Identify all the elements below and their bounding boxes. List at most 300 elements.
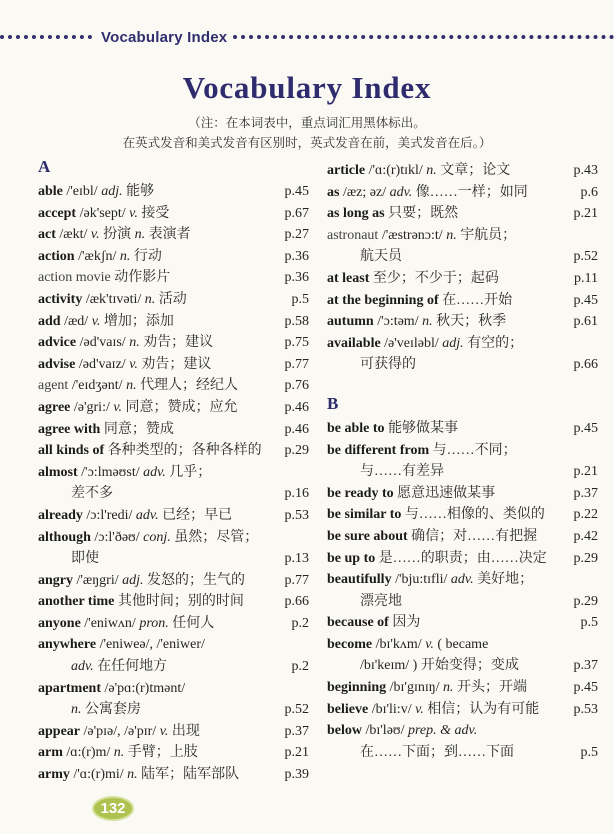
- definition: 开头；开端: [453, 680, 528, 696]
- entry-line: [327, 569, 571, 591]
- entry-line: [327, 268, 571, 290]
- entry-line: [327, 418, 571, 440]
- phonetic: /ɔ:l'redi/: [82, 507, 136, 523]
- entry-line-continuation: [327, 591, 571, 613]
- entry-line: [327, 504, 571, 526]
- page-ref: p.52: [284, 702, 309, 718]
- entry-line: [327, 699, 571, 721]
- entry-line: [38, 721, 282, 743]
- pos-label: v.: [129, 356, 138, 372]
- entry-text: [38, 505, 282, 527]
- page-ref: p.45: [284, 184, 309, 199]
- pos-label: n.: [129, 335, 140, 351]
- headword: available: [327, 335, 381, 351]
- entry-text: [327, 290, 571, 312]
- dotted-rule-left: [0, 35, 92, 39]
- page-ref: p.5: [580, 615, 598, 631]
- pos-label: v.: [159, 723, 169, 739]
- page-title: Vocabulary Index: [182, 70, 432, 105]
- page-ref: p.37: [573, 658, 598, 674]
- page-ref: p.29: [573, 593, 598, 609]
- entry-line: [327, 677, 571, 699]
- phonetic: /'ɔ:təm/: [373, 314, 423, 330]
- definition: 宇航员；: [456, 227, 517, 243]
- page-ref: p.27: [284, 227, 309, 243]
- entry-text: [38, 375, 282, 397]
- phonetic: /'eɪdʒənt/: [68, 378, 127, 394]
- entry-text: [327, 483, 571, 505]
- page-number-badge: 132: [92, 796, 134, 821]
- pos-label: n.: [144, 291, 156, 307]
- headword: add: [38, 313, 61, 329]
- headword: agree: [38, 399, 71, 415]
- pos-label: n.: [422, 314, 433, 330]
- phonetic: /bɪ'li:v/: [368, 701, 416, 717]
- headword: agree with: [38, 421, 101, 437]
- entry-line: [38, 742, 282, 764]
- entry-line-continuation: [327, 655, 571, 677]
- entry-line: [38, 224, 282, 246]
- vocab-entry: [38, 742, 309, 764]
- entry-line: [38, 678, 282, 700]
- page-ref: p.43: [573, 163, 598, 178]
- vocab-section: [38, 155, 309, 786]
- headword: advise: [38, 356, 76, 372]
- phonetic: /ɔ:l'ðəʊ/: [90, 529, 144, 545]
- entry-line: [327, 311, 571, 333]
- pos-label: n.: [126, 378, 137, 394]
- headword: anywhere: [38, 637, 97, 653]
- vocab-entry: [38, 678, 309, 721]
- headword: accept: [38, 205, 77, 221]
- definition: 代理人；经纪人: [136, 378, 239, 394]
- entry-line: [38, 440, 282, 462]
- definition: 劝告；建议: [137, 356, 212, 372]
- page-ref: p.29: [284, 443, 309, 459]
- entry-text: [327, 720, 578, 763]
- entry-line: [38, 570, 282, 592]
- section-letter: A: [38, 157, 51, 176]
- definition: 增加；添加: [100, 313, 174, 329]
- vocab-entry: [38, 462, 309, 505]
- entry-text: [38, 354, 282, 376]
- vocab-entry: [327, 418, 598, 440]
- phonetic: /bɪ'ləʊ/: [362, 723, 408, 739]
- vocab-entry: [327, 720, 598, 763]
- definition: 在任何地方: [93, 659, 168, 675]
- entry-line: [38, 354, 282, 376]
- vocab-entry: [327, 333, 598, 376]
- vocab-columns: [38, 155, 598, 786]
- headword: already: [38, 507, 83, 523]
- vocab-entry: [327, 548, 598, 570]
- vocab-entry: [38, 570, 309, 592]
- vocab-column: [38, 155, 309, 786]
- entry-text: [327, 311, 571, 333]
- entry-text: [327, 634, 571, 677]
- phonetic: /'ɔ:lməʊst/: [77, 464, 144, 480]
- entry-text: [327, 203, 571, 225]
- entry-line: [38, 527, 282, 549]
- entry-text: [327, 569, 571, 612]
- vocab-entry: [38, 613, 309, 635]
- vocab-entry: [38, 332, 309, 354]
- headword: because of: [327, 615, 389, 631]
- entry-line: [38, 613, 289, 635]
- headword: autumn: [327, 314, 374, 330]
- page-ref: p.11: [574, 270, 598, 286]
- entry-line-continuation: [38, 483, 282, 505]
- entry-line: [38, 419, 282, 441]
- vocab-entry: [327, 268, 598, 290]
- entry-line: [38, 246, 282, 268]
- headword: become: [327, 636, 373, 652]
- vocab-entry: [327, 634, 598, 677]
- definition: 文章；论文: [436, 163, 511, 178]
- page-ref: p.29: [573, 550, 598, 566]
- definition: 手臂；上肢: [124, 745, 198, 761]
- entry-text: [38, 311, 282, 333]
- headword: action: [38, 248, 75, 264]
- definition: 动作影片: [110, 270, 171, 286]
- pos-label: n.: [446, 227, 457, 243]
- page-ref: p.37: [573, 485, 598, 501]
- headword: article: [327, 163, 366, 178]
- page-ref: p.13: [284, 551, 309, 567]
- definition: 在……开始: [438, 292, 513, 308]
- definition: 行动: [130, 248, 162, 264]
- pos-label: adj.: [122, 572, 144, 588]
- headword: all kinds of: [38, 443, 105, 459]
- entry-line: [38, 634, 289, 656]
- pos-label: adv.: [143, 464, 166, 480]
- phonetic: /bɪ'kʌm/: [372, 636, 426, 652]
- headword: arm: [38, 745, 63, 761]
- entry-text: [38, 742, 282, 764]
- entry-text: [327, 440, 571, 483]
- phonetic: /'æstrənɔ:t/: [378, 227, 447, 243]
- headword: beautifully: [327, 572, 392, 588]
- entry-line: [327, 548, 571, 570]
- vocab-entry: [38, 527, 309, 570]
- vocab-entry: [38, 440, 309, 462]
- page-ref: p.16: [284, 486, 309, 502]
- entry-line-continuation: [327, 354, 571, 376]
- definition: 已经；早已: [158, 507, 233, 523]
- headword: beginning: [327, 680, 387, 696]
- phonetic: /'ɑ:(r)mi/: [69, 767, 128, 783]
- page-ref: p.77: [284, 356, 309, 372]
- entry-text: [327, 699, 571, 721]
- page-ref: p.53: [573, 701, 598, 717]
- definition: 同意；赞成: [100, 421, 174, 437]
- pos-label: v.: [425, 636, 434, 652]
- phonetic: /æd/: [60, 313, 92, 329]
- vocab-entry: [327, 290, 598, 312]
- entry-text: [38, 397, 282, 419]
- headword: be different from: [327, 442, 430, 458]
- entry-line-continuation: [38, 656, 289, 678]
- entry-line: [38, 332, 282, 354]
- entry-text: [38, 440, 282, 462]
- pos-label: n.: [426, 163, 437, 178]
- vocab-entry: [38, 375, 309, 397]
- vocab-entry: [327, 182, 598, 204]
- header-label: Vocabulary Index: [101, 28, 228, 46]
- headword: as: [327, 184, 340, 200]
- definition: 公寓套房: [81, 702, 141, 718]
- definition: 像……一样；如同: [412, 184, 528, 200]
- pos-label: adv.: [135, 507, 159, 523]
- page-ref: p.52: [573, 249, 598, 265]
- page-ref: p.2: [291, 615, 309, 631]
- pos-label: adv.: [450, 572, 474, 588]
- headword: be sure about: [327, 528, 408, 544]
- pos-label: v.: [415, 701, 424, 717]
- vocab-entry: [38, 419, 309, 441]
- headword: believe: [327, 701, 369, 717]
- definition: 扮演: [99, 227, 135, 243]
- page-ref: p.36: [284, 248, 309, 264]
- note-line-2: 在英式发音和美式发音有区别时，英式发音在前，美式发音在后。）: [122, 136, 492, 150]
- entry-text: [38, 181, 282, 203]
- page-ref: p.46: [284, 421, 309, 437]
- entry-text: [327, 418, 571, 440]
- pos-label: n.: [113, 745, 125, 761]
- headword: at the beginning of: [327, 292, 439, 308]
- headword: at least: [327, 270, 370, 286]
- page-ref: p.21: [573, 206, 598, 222]
- dotted-rule-right: [233, 35, 614, 39]
- headword: appear: [38, 723, 80, 739]
- vocab-entry: [327, 160, 598, 182]
- entry-line: [327, 160, 571, 182]
- page-ref: p.39: [284, 767, 309, 783]
- definition: 只要；既然: [384, 206, 459, 222]
- definition: 至少；不少于；起码: [369, 270, 499, 286]
- page-ref: p.45: [573, 680, 598, 696]
- definition: 航天员: [360, 249, 402, 265]
- pos-label: adv.: [389, 184, 413, 200]
- section-letter: B: [327, 393, 339, 413]
- entry-text: [327, 504, 571, 526]
- pos-label: n.: [119, 248, 131, 264]
- entry-line-continuation: [327, 461, 571, 483]
- entry-line: [38, 764, 282, 786]
- definition: 表演者: [145, 227, 191, 243]
- vocab-entry: [327, 225, 598, 268]
- phonetic: /ækt/: [55, 227, 91, 243]
- entry-line: [38, 591, 282, 613]
- phonetic: /əd'vaɪz/: [75, 356, 130, 372]
- entry-text: [38, 570, 282, 592]
- page-ref: p.45: [573, 292, 598, 308]
- phonetic: /'ækʃn/: [74, 248, 120, 264]
- phonetic: /əd'vaɪs/: [76, 335, 130, 351]
- definition: 出现: [168, 723, 200, 739]
- vocab-entry: [38, 505, 309, 527]
- headword: apartment: [38, 680, 101, 696]
- entry-text: [38, 527, 282, 570]
- vocab-entry: [327, 203, 598, 225]
- definition: 秋天；秋季: [432, 314, 507, 330]
- phonetic: /ək'sept/: [76, 205, 130, 221]
- entry-text: [38, 246, 282, 268]
- page-ref: p.46: [284, 399, 309, 415]
- phonetic: /'eɪbl/: [62, 184, 102, 199]
- pos-label: adv.: [71, 659, 94, 675]
- entry-text: [38, 419, 282, 441]
- headword: almost: [38, 464, 78, 480]
- definition: 有空的；: [463, 335, 524, 351]
- definition: 同意；赞成；应允: [122, 399, 238, 415]
- entry-text: [327, 548, 571, 570]
- page-ref: p.5: [580, 744, 598, 760]
- entry-text: [38, 678, 282, 721]
- vocab-entry: [38, 634, 309, 677]
- definition: 其他时间；别的时间: [114, 594, 244, 610]
- entry-text: [327, 677, 571, 699]
- headword: be similar to: [327, 507, 402, 523]
- phonetic: /ɑ:(r)m/: [62, 745, 114, 761]
- definition: 陆军；陆军部队: [137, 767, 240, 783]
- entry-line: [327, 720, 578, 742]
- vocab-entry: [38, 289, 309, 311]
- text: ( became: [433, 636, 489, 652]
- pos-label: adj.: [442, 335, 464, 351]
- pos-label: conj.: [143, 529, 171, 545]
- pos-label: v.: [91, 313, 101, 329]
- phonetic: /'eniwʌn/: [80, 615, 140, 631]
- definition: 虽然；尽管；: [170, 529, 259, 545]
- vocab-entry: [38, 267, 309, 289]
- pos-label: prep. & adv.: [407, 723, 478, 739]
- entry-text: [327, 182, 578, 204]
- headword: able: [38, 184, 63, 199]
- entry-text: [38, 224, 282, 246]
- definition: 美好地；: [473, 572, 534, 588]
- definition: 接受: [137, 205, 170, 221]
- headword: action movie: [38, 270, 111, 286]
- entry-line: [38, 311, 282, 333]
- pos-label: pron.: [139, 615, 169, 631]
- entry-text: [38, 462, 282, 505]
- phonetic: /bɪ'keɪm/ ): [360, 658, 421, 674]
- entry-line: [38, 397, 282, 419]
- entry-text: [38, 721, 282, 743]
- headword: agent: [38, 378, 69, 394]
- entry-line-continuation: [38, 699, 282, 721]
- vocab-entry: [327, 699, 598, 721]
- entry-line: [327, 483, 571, 505]
- entry-line: [327, 526, 571, 548]
- headword: another time: [38, 594, 115, 610]
- page-ref: p.22: [573, 507, 598, 523]
- phonetic: /bɪ'gɪnɪŋ/: [386, 680, 444, 696]
- headword: be ready to: [327, 485, 394, 501]
- headword: anyone: [38, 615, 81, 631]
- definition: 即使: [71, 551, 99, 567]
- entry-line: [327, 203, 571, 225]
- vocab-entry: [38, 591, 309, 613]
- entry-text: [327, 612, 578, 634]
- entry-text: [38, 203, 282, 225]
- headword: army: [38, 767, 70, 783]
- entry-line: [327, 440, 571, 462]
- vocab-entry: [38, 721, 309, 743]
- entry-line: [327, 182, 578, 204]
- vocab-entry: [327, 504, 598, 526]
- definition: 发怒的；生气的: [143, 572, 246, 588]
- page-ref: p.36: [284, 270, 309, 286]
- page-ref: p.21: [284, 745, 309, 761]
- vocab-section: [327, 160, 598, 376]
- vocab-column: [327, 155, 598, 786]
- pos-label: n.: [71, 702, 82, 718]
- definition: 开始变得；变成: [420, 658, 519, 674]
- definition: 愿意迅速做某事: [393, 485, 496, 501]
- definition: 能够做某事: [384, 420, 459, 436]
- vocab-entry: [327, 526, 598, 548]
- phonetic: /'ɑ:(r)tɪkl/: [365, 163, 427, 178]
- vocab-entry: [327, 612, 598, 634]
- page-header: [0, 28, 614, 46]
- definition: 是……的职责；由……决定: [375, 550, 547, 566]
- entry-text: [327, 526, 571, 548]
- page-ref: p.61: [573, 314, 598, 330]
- entry-line: [327, 634, 571, 656]
- entry-line: [327, 225, 571, 247]
- page-ref: p.42: [573, 528, 598, 544]
- entry-line: [327, 333, 571, 355]
- definition: 任何人: [168, 615, 215, 631]
- phonetic: /'eniweə/, /'eniwer/: [96, 637, 205, 653]
- pos-label: n.: [127, 767, 138, 783]
- definition: 确信；对……有把握: [407, 528, 538, 544]
- page-ref: p.21: [573, 464, 598, 480]
- vocab-entry: [38, 246, 309, 268]
- page-ref: p.75: [284, 335, 309, 351]
- vocab-entry: [38, 354, 309, 376]
- definition: 相信；认为有可能: [423, 701, 540, 717]
- note: [0, 113, 614, 153]
- vocab-entry: [38, 764, 309, 786]
- headword: be able to: [327, 420, 385, 436]
- page-ref: p.53: [284, 507, 309, 523]
- vocab-section: [327, 392, 598, 764]
- definition: 各种类型的；各种各样的: [104, 443, 262, 459]
- definition: 漂亮地: [360, 593, 402, 609]
- page-ref: p.6: [580, 184, 598, 200]
- phonetic: /ə'pɑ:(r)tmənt/: [101, 680, 186, 696]
- pos-label: n.: [443, 680, 454, 696]
- definition: 能够: [122, 184, 155, 199]
- definition: 因为: [388, 615, 421, 631]
- vocab-entry: [38, 203, 309, 225]
- phonetic: /'bju:tɪfli/: [391, 572, 451, 588]
- definition: 可获得的: [360, 357, 416, 373]
- phonetic: /æk'tɪvəti/: [82, 291, 145, 307]
- definition: 与……相像的、类似的: [401, 507, 545, 523]
- page-ref: p.76: [284, 378, 309, 394]
- entry-text: [327, 333, 571, 376]
- entry-text: [327, 268, 571, 290]
- headword: angry: [38, 572, 73, 588]
- phonetic: /ə'pɪə/, /ə'pɪr/: [80, 723, 160, 739]
- entry-line: [38, 181, 282, 203]
- entry-text: [327, 160, 571, 182]
- phonetic: /ə'gri:/: [70, 399, 114, 415]
